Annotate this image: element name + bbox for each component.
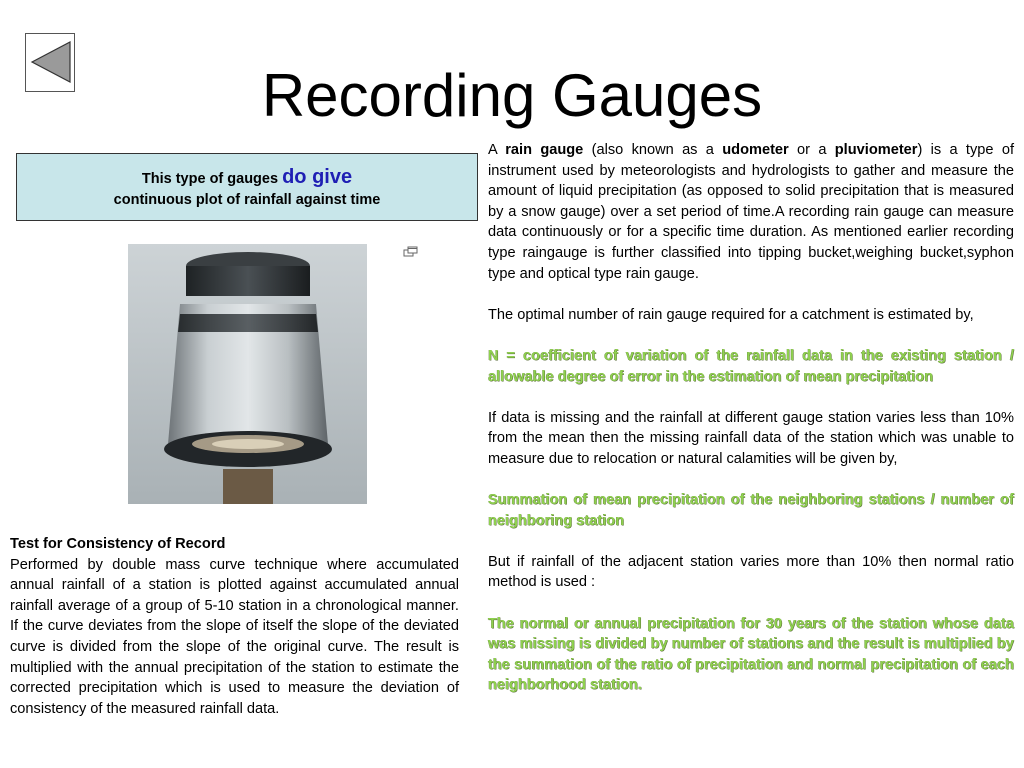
page-title: Recording Gauges (261, 62, 763, 129)
text-run: or a (788, 142, 835, 158)
paragraph-normal-ratio: But if rainfall of the adjacent station varies more than 10% then normal ratio method is used : (488, 553, 1014, 591)
callout-emphasis: do give (282, 166, 353, 188)
paragraph-optimal-number: The optimal number of rain gauge required for a catchment is estimated by, (488, 306, 974, 323)
rain-gauge-photo (128, 244, 367, 504)
text-run: A (488, 142, 506, 158)
paragraph-definition (488, 140, 1014, 284)
text-run: ) is a type of instrument used by meteorologists and hydrologists to gather and measure the amount of liquid precipitation (as opposed to solid precipitation that is measured by a snow gauge) over a set period of time.A recording rain gauge can measure data continuously or for a specific time duration. As mentioned earlier recording type raingauge is further classified into tipping bucket,weighing bucket,syphon type and optical type rain gauge. (488, 142, 1015, 282)
term-rain-gauge: rain gauge (505, 142, 584, 158)
consistency-section (10, 534, 459, 719)
formula-optimal-number: N = coefficient of variation of the rainfall data in the existing station / allowable degree of error in the estimation of mean precipitation (488, 347, 1014, 385)
callout-prefix: This type of gauges (141, 171, 283, 187)
text-run: (also known as a (583, 142, 723, 158)
term-pluviometer: pluviometer (834, 142, 918, 158)
window-restore-icon[interactable] (403, 245, 419, 257)
paragraph-missing-data: If data is missing and the rainfall at different gauge station varies less than 10% from the mean then the missing rainfall data of the station which was unable to measure due to relocation or natural calamities will be given by, (488, 409, 1014, 467)
formula-normal-ratio: The normal or annual precipitation for 30 years of the station whose data was missing is divided by number of stations and the result is multiplied by the summation of the ratio of precipitation and normal precipitation of each neighborhood station. (488, 615, 1014, 694)
callout-box (16, 153, 478, 221)
term-udometer: udometer (722, 142, 789, 158)
formula-arithmetic-mean: Summation of mean precipitation of the neighboring stations / number of neighboring station (488, 492, 1014, 529)
consistency-heading: Test for Consistency of Record (10, 536, 226, 552)
callout-line2: continuous plot of rainfall against time (113, 192, 381, 208)
consistency-body: Performed by double mass curve technique where accumulated annual rainfall of a station is plotted against accumulated annual rainfall average of a group of 5-10 station in a chronological manner. If the curve deviates from the slope of itself the slope of the deviated curve is divided from the slope of the original curve. The result is multiplied with the annual precipitation of the station to estimate the corrected precipitation which is used to measure the deviation of consistency of the measured rainfall data. (10, 556, 459, 717)
rain-gauge-description (488, 140, 1014, 717)
